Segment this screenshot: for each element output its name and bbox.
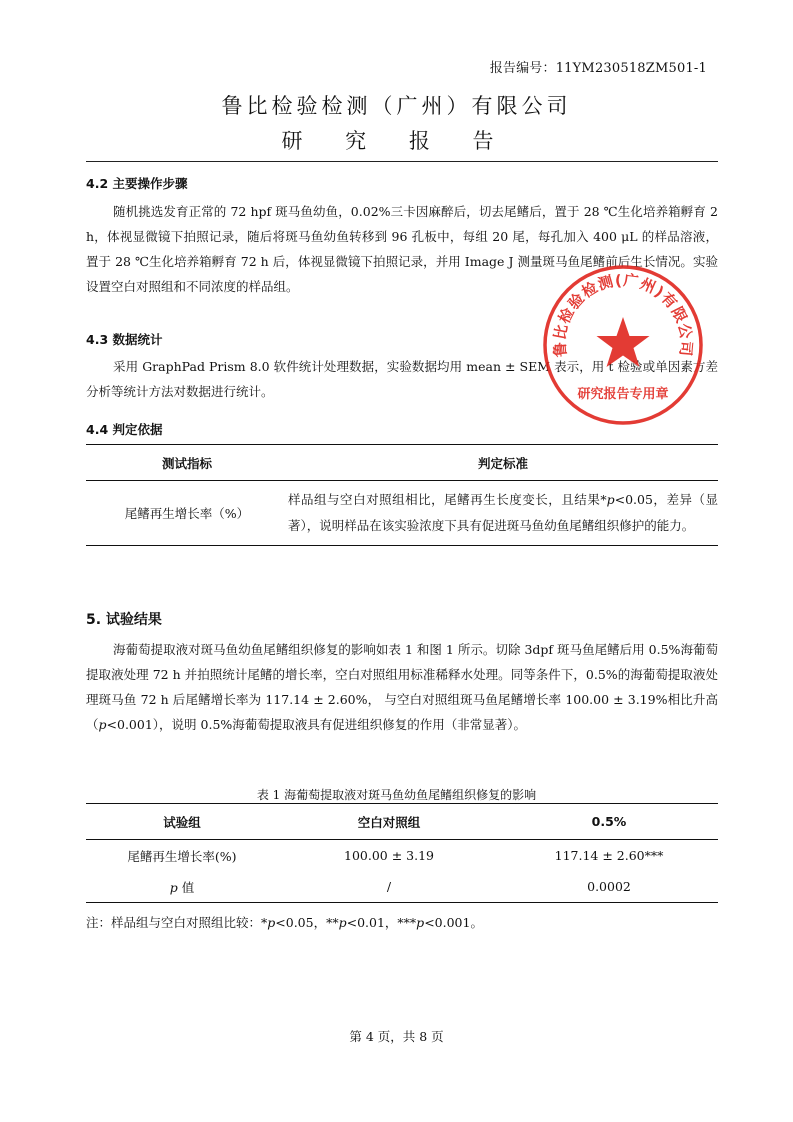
criteria-text-a: 样品组与空白对照组相比，尾鳍再生长度变长，且结果*: [288, 492, 607, 507]
criteria-table: [86, 444, 718, 546]
criteria-header-standard: 判定标准: [288, 445, 718, 481]
header-divider: [86, 161, 718, 162]
seal-star-icon: [597, 317, 650, 367]
results-row1-sample: 117.14 ± 2.60***: [554, 848, 664, 863]
note-p2: p: [338, 915, 347, 930]
table-note: [86, 913, 483, 931]
company-seal-stamp: [540, 262, 706, 428]
seal-bottom-text: 研究报告专用章: [577, 387, 669, 402]
note-p3: p: [416, 915, 425, 930]
criteria-text-b: <0.05，差异（显著），说明样品在该实验浓度下具有促进斑马鱼幼鱼尾鳍组织修护的能力。: [288, 492, 718, 533]
results-header-blank: 空白对照组: [278, 804, 500, 840]
section-4-3-heading: 4.3 数据统计: [86, 332, 163, 347]
report-number: 报告编号：11YM230518ZM501-1: [489, 61, 707, 76]
table-1-caption: 表 1 海葡萄提取液对斑马鱼幼鱼尾鳍组织修复的影响: [256, 788, 537, 802]
criteria-indicator: 尾鳍再生增长率（%）: [86, 481, 288, 546]
criteria-standard: [288, 481, 718, 546]
section-5-text: [86, 637, 718, 737]
section-5-text-a: 海葡萄提取液对斑马鱼幼鱼尾鳍组织修复的影响如表 1 和图 1 所示。切除 3dpf 斑马鱼尾鳍后用 0.5%海葡萄提取液处理 72 h 并拍照统计尾鳍的增长率，空白对照组用标准稀释水处理。同等条件下，0.5%的海葡萄提取液处理斑马鱼 72 h 后尾鳍增长率为 117.14 ± 2.60%， 与空白对照组斑马鱼尾鳍增长率 100.00 ± 3.19%相比升高（: [86, 642, 718, 732]
results-row2-blank: /: [278, 871, 500, 903]
section-5-heading: 5. 试验结果: [86, 612, 162, 628]
section-4-4-heading: 4.4 判定依据: [86, 422, 163, 437]
document-title: 研 究 报 告: [281, 129, 512, 153]
results-table: [86, 803, 718, 903]
note-a: <0.05，**: [275, 915, 339, 930]
page-footer: 第 4 页，共 8 页: [349, 1029, 444, 1044]
results-row1-label: 尾鳍再生增长率(%): [127, 848, 237, 864]
results-p-symbol: p: [169, 879, 178, 895]
note-b: <0.01，***: [346, 915, 417, 930]
section-5-text-b: <0.001），说明 0.5%海葡萄提取液具有促进组织修复的作用（非常显著）。: [106, 717, 527, 732]
note-p1: p: [267, 915, 276, 930]
criteria-p-symbol: p: [606, 492, 615, 507]
seal-ring-text: 鲁比检验检测(广州)有限公司: [550, 271, 696, 358]
note-c: <0.001。: [424, 915, 483, 930]
results-row1-blank: 100.00 ± 3.19: [344, 848, 434, 863]
section-5-p-symbol: p: [98, 717, 107, 732]
section-4-2-heading: 4.2 主要操作步骤: [86, 176, 188, 191]
results-row2-sample: 0.0002: [500, 871, 718, 903]
section-4-2-text: 随机挑选发育正常的 72 hpf 斑马鱼幼鱼，0.02%三卡因麻醉后，切去尾鳍后，置于 28 ℃生化培养箱孵育 2 h，体视显微镜下拍照记录，随后将斑马鱼幼鱼转移到 96 孔板中，每组 20 尾，每孔加入 400 μL 的样品溶液，置于 28 ℃生化培养箱孵育 72 h 后，体视显微镜下拍照记录，并用 Image J 测量斑马鱼尾鳍前后生长情况。实验设置空白对照组和不同浓度的样品组。: [86, 204, 718, 294]
section-5-paragraph: [86, 637, 718, 737]
results-row2-label: [86, 871, 278, 903]
results-header-group: 试验组: [86, 804, 278, 840]
results-header-sample: 0.5%: [500, 804, 718, 840]
note-prefix: 注：样品组与空白对照组比较：*: [86, 915, 268, 930]
section-4-3-text: 采用 GraphPad Prism 8.0 软件统计处理数据，实验数据均用 mean ± SEM 表示，用 t 检验或单因素方差分析等统计方法对数据进行统计。: [86, 359, 718, 399]
results-row2-label-text: 值: [177, 879, 195, 895]
company-name: 鲁比检验检测（广州）有限公司: [221, 94, 572, 118]
criteria-header-indicator: 测试指标: [86, 445, 288, 481]
